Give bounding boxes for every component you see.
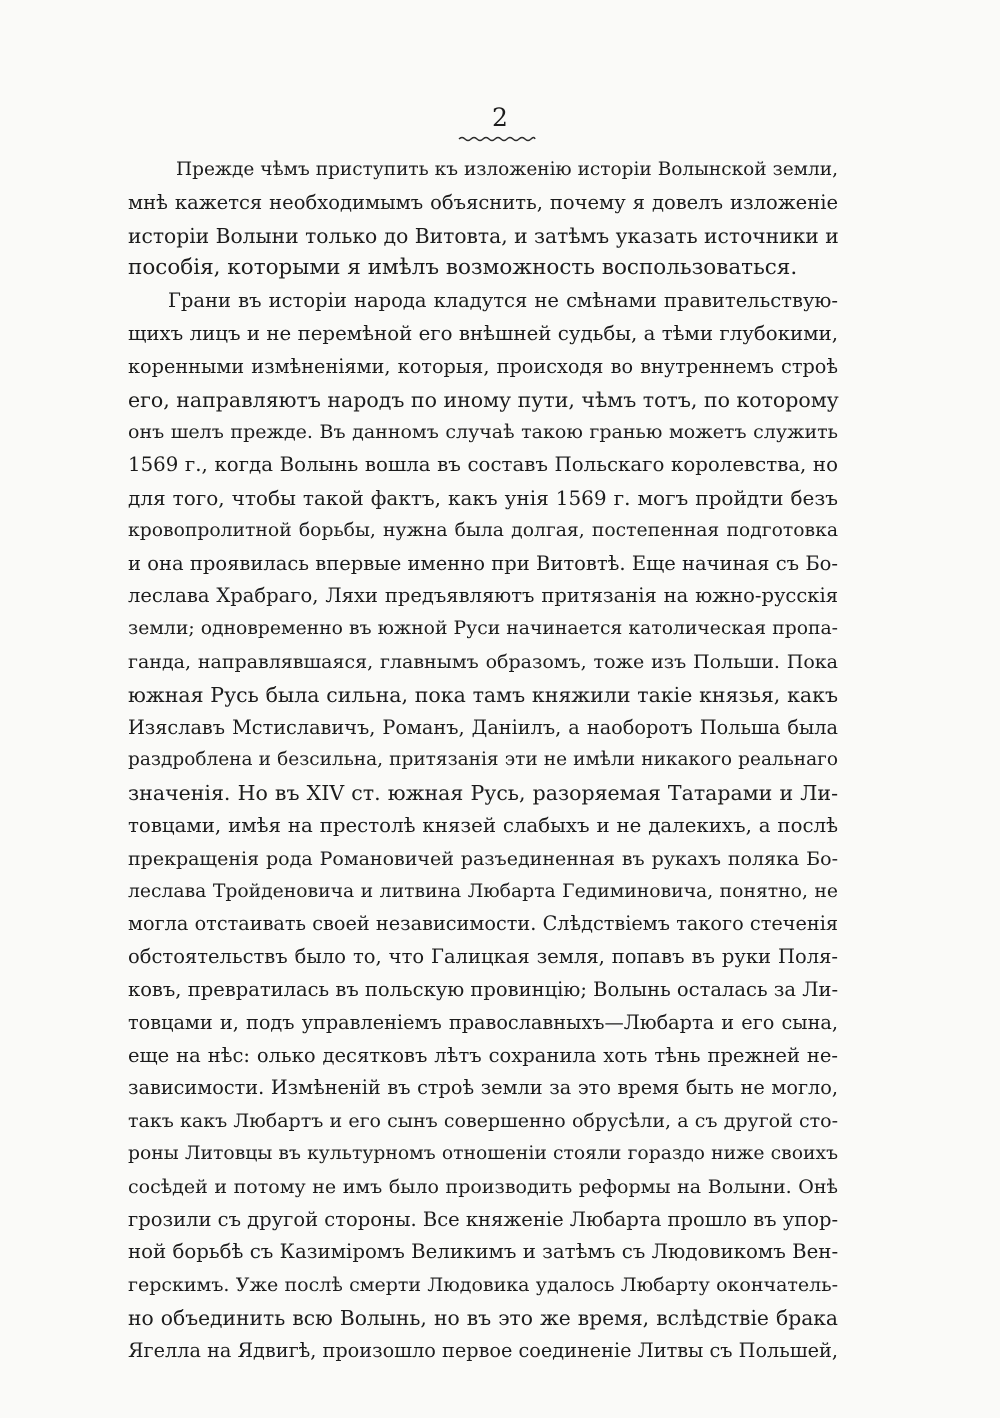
text-line: сосѣдей и потому не имъ было производить реформы на Волыни. Онѣ: [128, 1175, 838, 1198]
text-line: и она проявилась впервые именно при Витовтѣ. Еще начиная съ Бо-: [128, 551, 838, 575]
text-body: [128, 154, 838, 1367]
text-line: 1569 г., когда Волынь вошла въ составъ Польскаго королевства, но: [128, 453, 838, 477]
text-line: кровопролитной борьбы, нужна была долгая, постепенная подготовка: [128, 519, 838, 541]
text-line: ганда, направлявшаяся, главнымъ образомъ, тоже изъ Польши. Пока: [128, 650, 838, 673]
text-line: зависимости. Измѣненій въ строѣ земли за это время быть не могло,: [128, 1076, 838, 1100]
paragraph-1: [128, 154, 838, 285]
text-line: Прежде чѣмъ приступить къ изложенію исторіи Волынской земли,: [176, 159, 838, 180]
text-line: леслава Храбраго, Ляхи предъявляютъ притязанія на южно-русскія: [128, 584, 838, 608]
text-line: товцами, имѣя на престолѣ князей слабыхъ и не далекихъ, а послѣ: [128, 813, 838, 837]
text-line: для того, чтобы такой фактъ, какъ унія 1569 г. могъ пройдти безъ: [128, 485, 838, 510]
text-line: герскимъ. Уже послѣ смерти Людовика удалось Любарту окончатель-: [128, 1274, 838, 1297]
text-line: роны Литовцы въ культурномъ отношеніи стояли гораздо ниже своихъ: [128, 1142, 838, 1164]
page-header: [0, 104, 1000, 143]
text-line: Грани въ исторіи народа кладутся не смѣнами правительствую-: [168, 289, 838, 313]
text-line: его, направляютъ народъ по иному пути, чѣмъ тотъ, по которому: [128, 387, 839, 412]
text-line: грозили съ другой стороны. Все княженіе Любарта прошло въ упор-: [128, 1207, 839, 1231]
text-line: леслава Тройденовича и литвина Любарта Гедиминовича, понятно, не: [128, 880, 838, 902]
wavy-underline-ornament: [457, 135, 537, 143]
text-line: коренными измѣненіями, которыя, происходя во внутреннемъ строѣ: [128, 354, 838, 378]
text-line: Изяславъ Мстиславичъ, Романъ, Даніилъ, а наоборотъ Польша была: [128, 715, 838, 739]
text-line: щихъ лицъ и не перемѣной его внѣшней судьбы, а тѣми глубокими,: [128, 321, 838, 345]
text-line: могла отстаивать своей независимости. Слѣдствіемъ такого стеченія: [128, 912, 838, 936]
text-line: пособія, которыми я имѣлъ возможность воспользоваться.: [128, 255, 798, 281]
text-line: еще на нѣс: олько десятковъ лѣтъ сохранила хоть тѣнь прежней не-: [128, 1043, 838, 1067]
text-line: онъ шелъ прежде. Въ данномъ случаѣ такою гранью можетъ служить: [128, 421, 838, 444]
text-line: но объединить всю Волынь, но въ это же время, вслѣдствіе брака: [128, 1305, 838, 1330]
text-line: мнѣ кажется необходимымъ объяснить, почему я довелъ изложеніе: [128, 190, 838, 214]
text-line: обстоятельствъ было то, что Галицкая земля, попавъ въ руки Поля-: [128, 945, 838, 969]
page-number: 2: [492, 103, 508, 132]
text-line: южная Русь была сильна, пока тамъ княжили такіе князья, какъ: [128, 682, 838, 707]
text-line: ковъ, превратилась въ польскую провинцію; Волынь осталась за Ли-: [128, 977, 839, 1001]
text-line: ной борьбѣ съ Казиміромъ Великимъ и затѣмъ съ Людовикомъ Вен-: [128, 1240, 839, 1264]
text-line: товцами и, подъ управленіемъ православныхъ—Любарта и его сына,: [128, 1010, 838, 1034]
text-line: значенія. Но въ XIV ст. южная Русь, разоряемая Татарами и Ли-: [128, 781, 838, 806]
text-line: исторіи Волыни только до Витовта, и затѣмъ указать источники и: [128, 223, 839, 248]
text-line: прекращенія рода Романовичей разъединенная въ рукахъ поляка Бо-: [128, 847, 838, 870]
text-line: такъ какъ Любартъ и его сынъ совершенно обрусѣли, а съ другой сто-: [128, 1110, 838, 1133]
text-line: Ягелла на Ядвигѣ, произошло первое соединеніе Литвы съ Польшей,: [128, 1338, 838, 1362]
paragraph-2: [128, 285, 838, 1367]
text-line: земли; одновременно въ южной Руси начинается католическая пропа-: [128, 618, 838, 640]
text-line: раздроблена и безсильна, притязанія эти не имѣли никакого реальнаго: [128, 749, 838, 771]
